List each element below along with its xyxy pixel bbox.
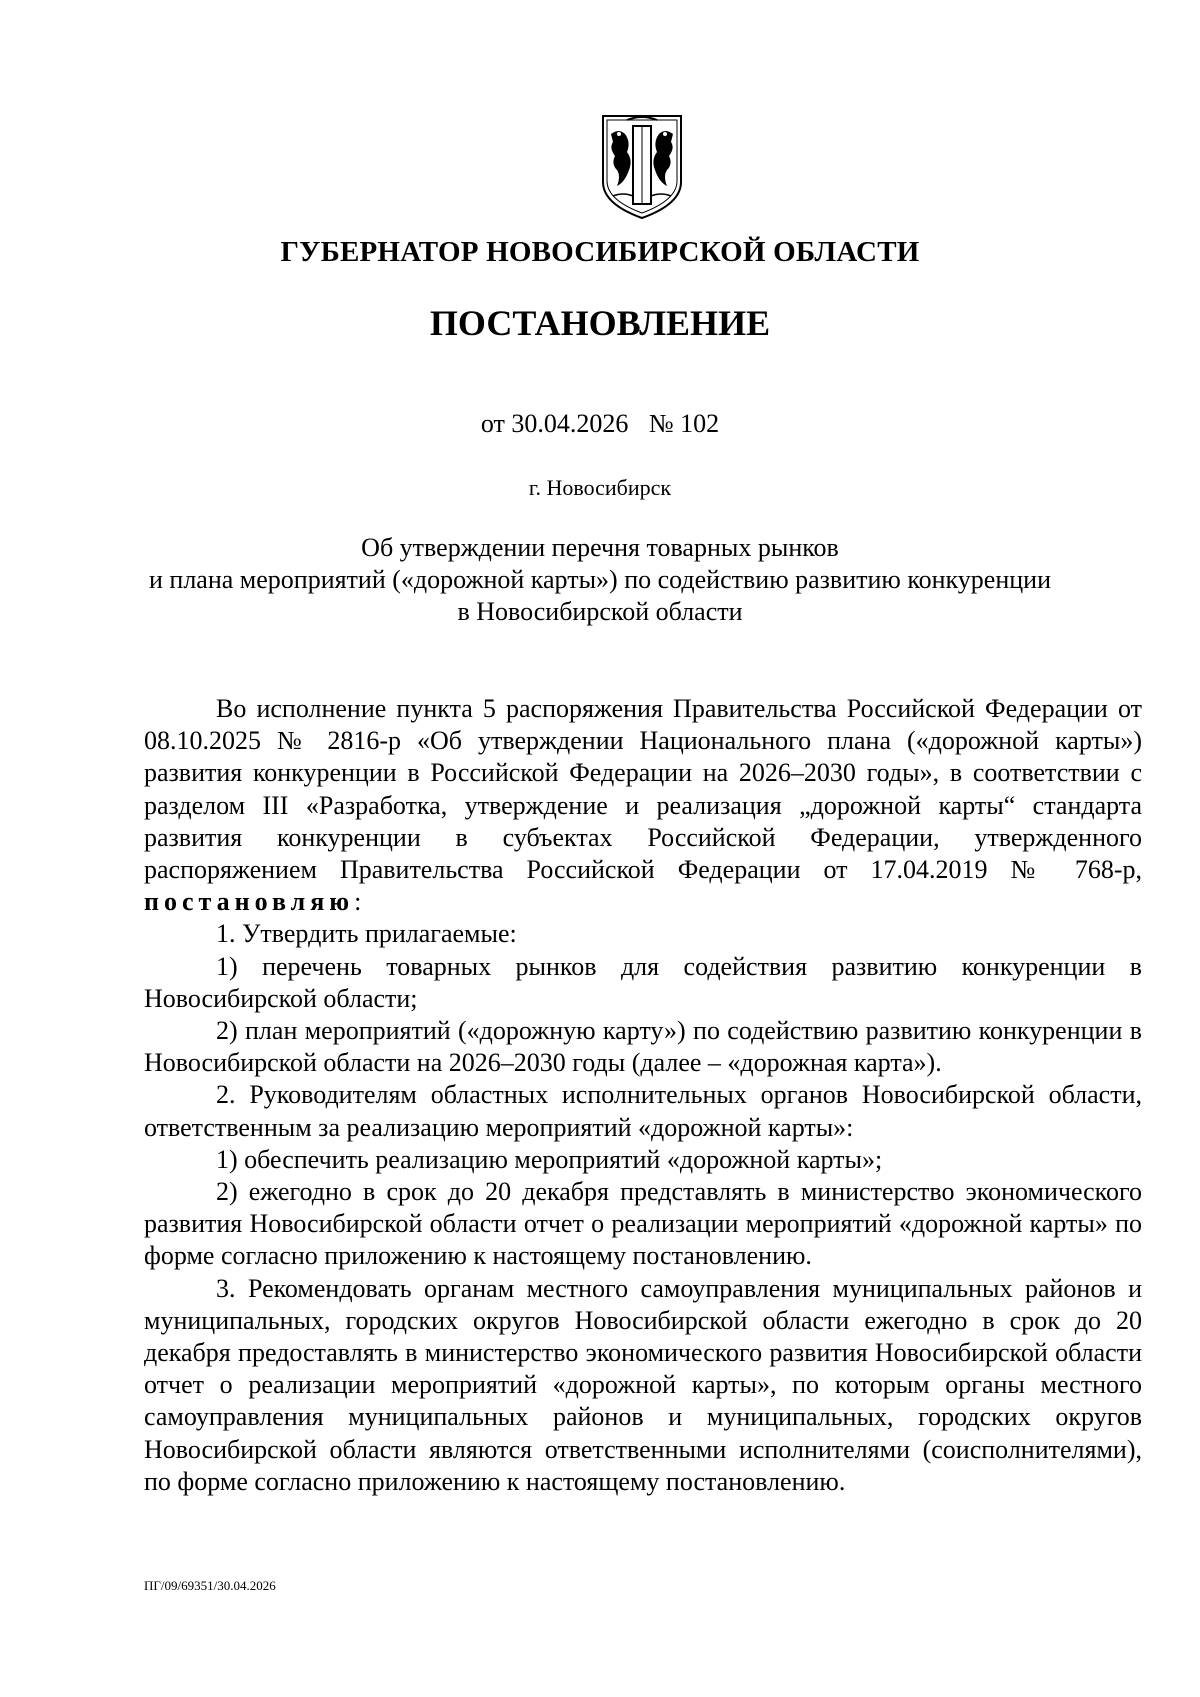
title-line: Об утверждении перечня товарных рынков bbox=[361, 533, 839, 562]
date-number-line bbox=[0, 408, 1200, 440]
document-title bbox=[120, 532, 1080, 628]
preamble-text: Во исполнение пункта 5 распоряжения Правительства Российской Федерации от 08.10.2025 № 2816-р «Об утверждении Национального плана («дорожной карты») развития конкуренции в Российской Федерации на 2026–2030 годы», в соответствии с разделом III «Разработка, утверждение и реализация „дорожной карты“ стандарта развития конкуренции в субъектах Российской Федерации, утвержденного распоряжением Правительства Российской Федерации от 17.04.2019 № 768-р, bbox=[144, 694, 1142, 885]
document-number: 102 bbox=[680, 409, 720, 438]
resolve-word: постановляю bbox=[144, 887, 355, 917]
number-label: № bbox=[648, 409, 674, 438]
title-line: и плана мероприятий («дорожной карты») по содействию развитию конкуренции bbox=[148, 565, 1051, 594]
clause-3: 3. Рекомендовать органам местного самоуправления муниципальных районов и муниципальных, городских округов Новосибирской области ежегодно в срок до 20 декабря предоставлять в министерство экономического развития Новосибирской области отчет о реализации мероприятий «дорожной карты», по которым органы местного самоуправления муниципальных районов и муниципальных, городских округов Новосибирской области являются ответственными исполнителями (соисполнителями), по форме согласно приложению к настоящему постановлению. bbox=[144, 1273, 1142, 1496]
clause-1-1: 1) перечень товарных рынков для содействия развитию конкуренции в Новосибирской области; bbox=[144, 951, 1142, 1013]
registration-code: ПГ/09/69351/30.04.2026 bbox=[144, 1578, 276, 1593]
clause-2-1: 1) обеспечить реализацию мероприятий «дорожной карты»; bbox=[216, 1144, 883, 1174]
title-line: в Новосибирской области bbox=[457, 597, 743, 626]
date-prefix: от bbox=[480, 409, 505, 438]
clause-1-2: 2) план мероприятий («дорожную карту») по содействию развитию конкуренции в Новосибирской области на 2026–2030 годы (далее – «дорожная карта»). bbox=[144, 1016, 1142, 1078]
issue-place: г. Новосибирск bbox=[528, 475, 672, 500]
preamble-paragraph bbox=[144, 693, 1142, 918]
issuing-authority: ГУБЕРНАТОР НОВОСИБИРСКОЙ ОБЛАСТИ bbox=[280, 236, 920, 268]
coat-of-arms-icon bbox=[599, 112, 685, 222]
clause-2-2: 2) ежегодно в срок до 20 декабря представлять в министерство экономического развития Новосибирской области отчет о реализации мероприятий «дорожной карты» по форме согласно приложению к настоящему постановлению. bbox=[144, 1177, 1142, 1271]
clause-2: 2. Руководителям областных исполнительных органов Новосибирской области, ответственным за реализацию мероприятий «дорожной карты»: bbox=[144, 1080, 1142, 1142]
document-body bbox=[144, 693, 1142, 1498]
clause-1: 1. Утвердить прилагаемые: bbox=[216, 919, 517, 949]
resolve-colon: : bbox=[354, 887, 362, 917]
document-date: 30.04.2026 bbox=[511, 409, 629, 438]
document-type: ПОСТАНОВЛЕНИЕ bbox=[429, 303, 771, 343]
